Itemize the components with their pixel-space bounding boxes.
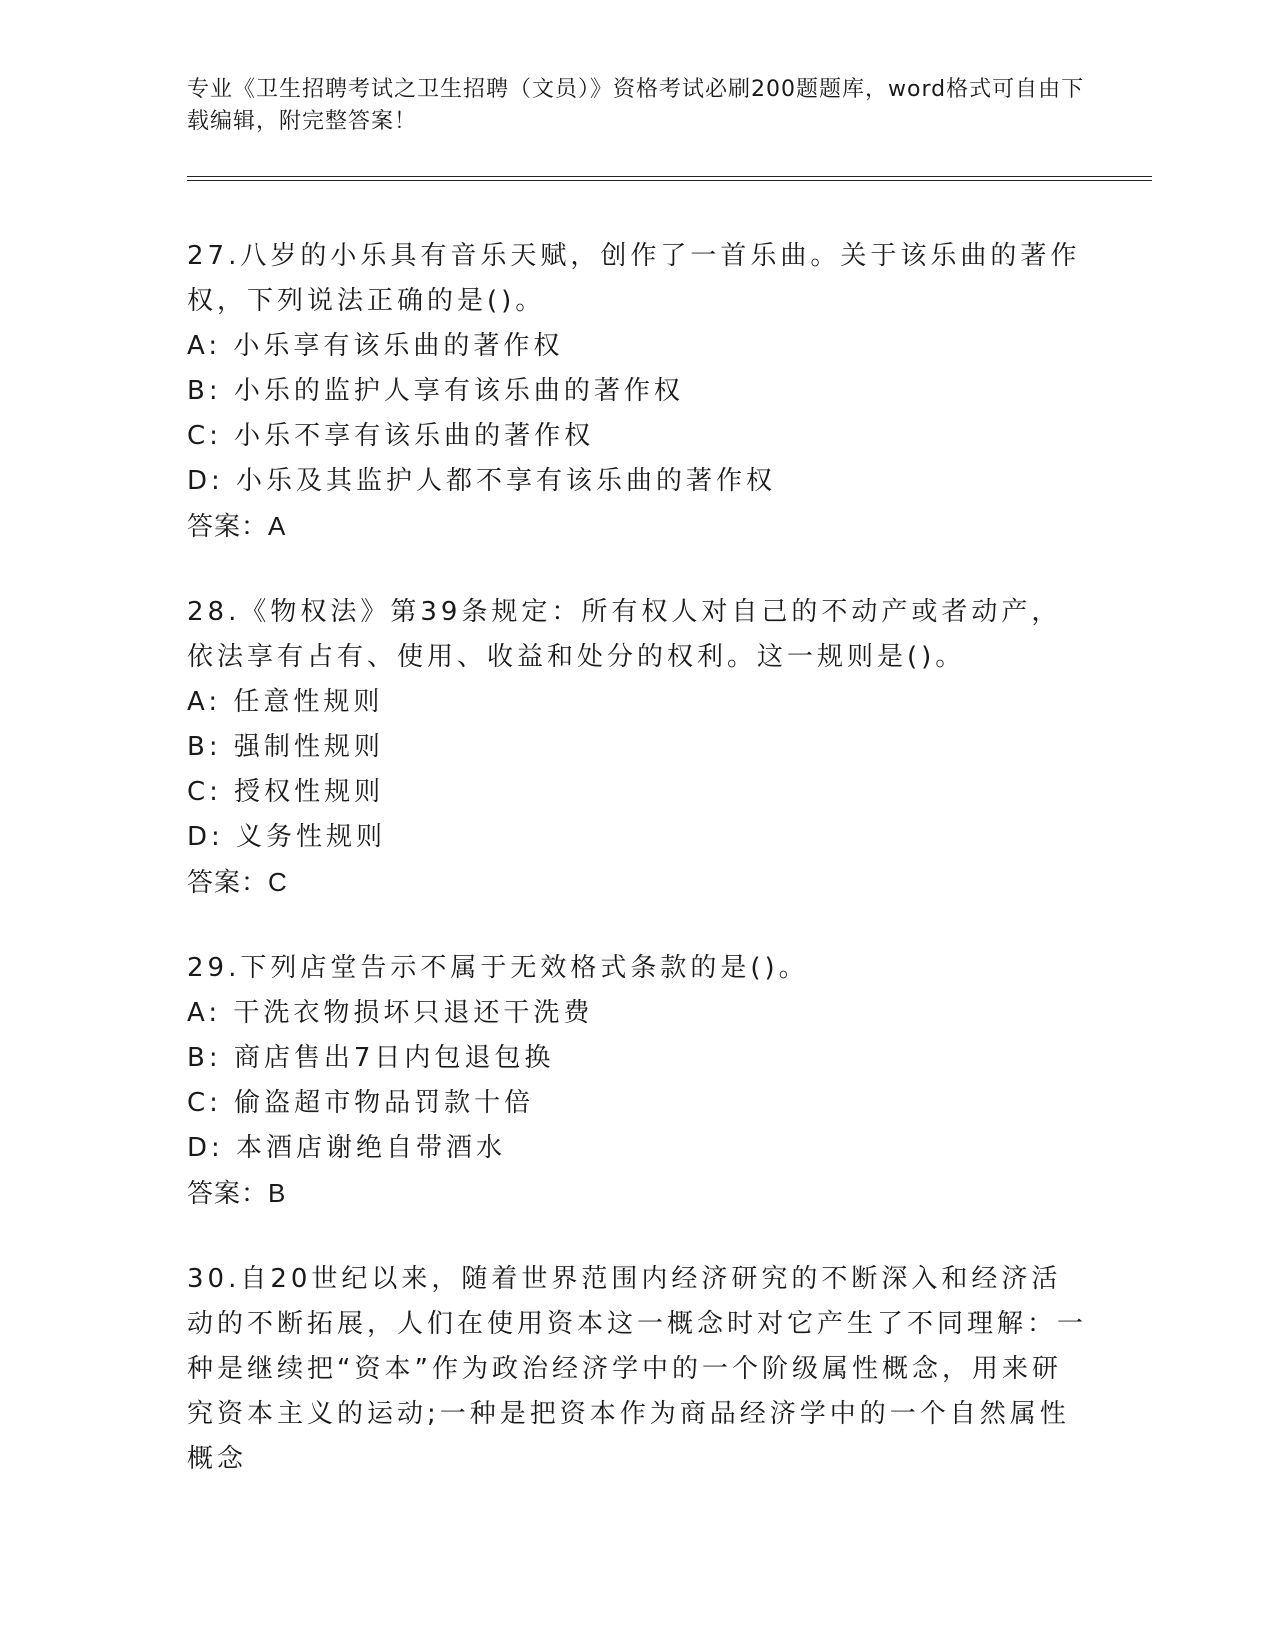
option-c: C: 授权性规则: [187, 777, 385, 807]
option-a: A: 小乐享有该乐曲的著作权: [187, 331, 564, 361]
option-list: [187, 991, 1087, 1171]
question-29: [187, 946, 1087, 1216]
option-b: B: 商店售出7日内包退包换: [187, 1043, 555, 1073]
question-28: [187, 590, 1087, 905]
question-stem: 29.下列店堂告示不属于无效格式条款的是()。: [187, 953, 809, 983]
question-stem: 30.自20世纪以来，随着世界范围内经济研究的不断深入和经济活动的不断拓展，人们在使用资本这一概念时对它产生了不同理解：一种是继续把“资本”作为政治经济学中的一个阶级属性概念，用来研究资本主义的运动;一种是把资本作为商品经济学中的一个自然属性概念: [187, 1264, 1088, 1474]
option-c: C: 偷盗超市物品罚款十倍: [187, 1088, 535, 1118]
question-stem: 28.《物权法》第39条规定：所有权人对自己的不动产或者动产，依法享有占有、使用、收益和处分的权利。这一规则是()。: [187, 597, 1062, 672]
question-stem: 27.八岁的小乐具有音乐天赋，创作了一首乐曲。关于该乐曲的著作权，下列说法正确的是()。: [187, 241, 1081, 316]
option-a: A: 任意性规则: [187, 687, 384, 717]
question-list: [187, 234, 1087, 1482]
question-30: [187, 1257, 1087, 1482]
answer: 答案：B: [187, 1178, 287, 1208]
option-b: B: 小乐的监护人享有该乐曲的著作权: [187, 376, 684, 406]
option-c: C: 小乐不享有该乐曲的著作权: [187, 421, 595, 451]
option-a: A: 干洗衣物损坏只退还干洗费: [187, 998, 594, 1028]
answer: 答案：C: [187, 867, 288, 897]
document-header: 专业《卫生招聘考试之卫生招聘（文员）》资格考试必刷200题题库，word格式可自由下载编辑，附完整答案！: [187, 77, 1085, 134]
option-list: [187, 324, 1087, 504]
option-b: B: 强制性规则: [187, 732, 384, 762]
question-27: [187, 234, 1087, 549]
option-d: D: 义务性规则: [187, 822, 387, 852]
header-double-rule: [187, 176, 1152, 181]
option-d: D: 小乐及其监护人都不享有该乐曲的著作权: [187, 466, 777, 496]
option-d: D: 本酒店谢绝自带酒水: [187, 1133, 507, 1163]
answer: 答案：A: [187, 511, 287, 541]
option-list: [187, 680, 1087, 860]
